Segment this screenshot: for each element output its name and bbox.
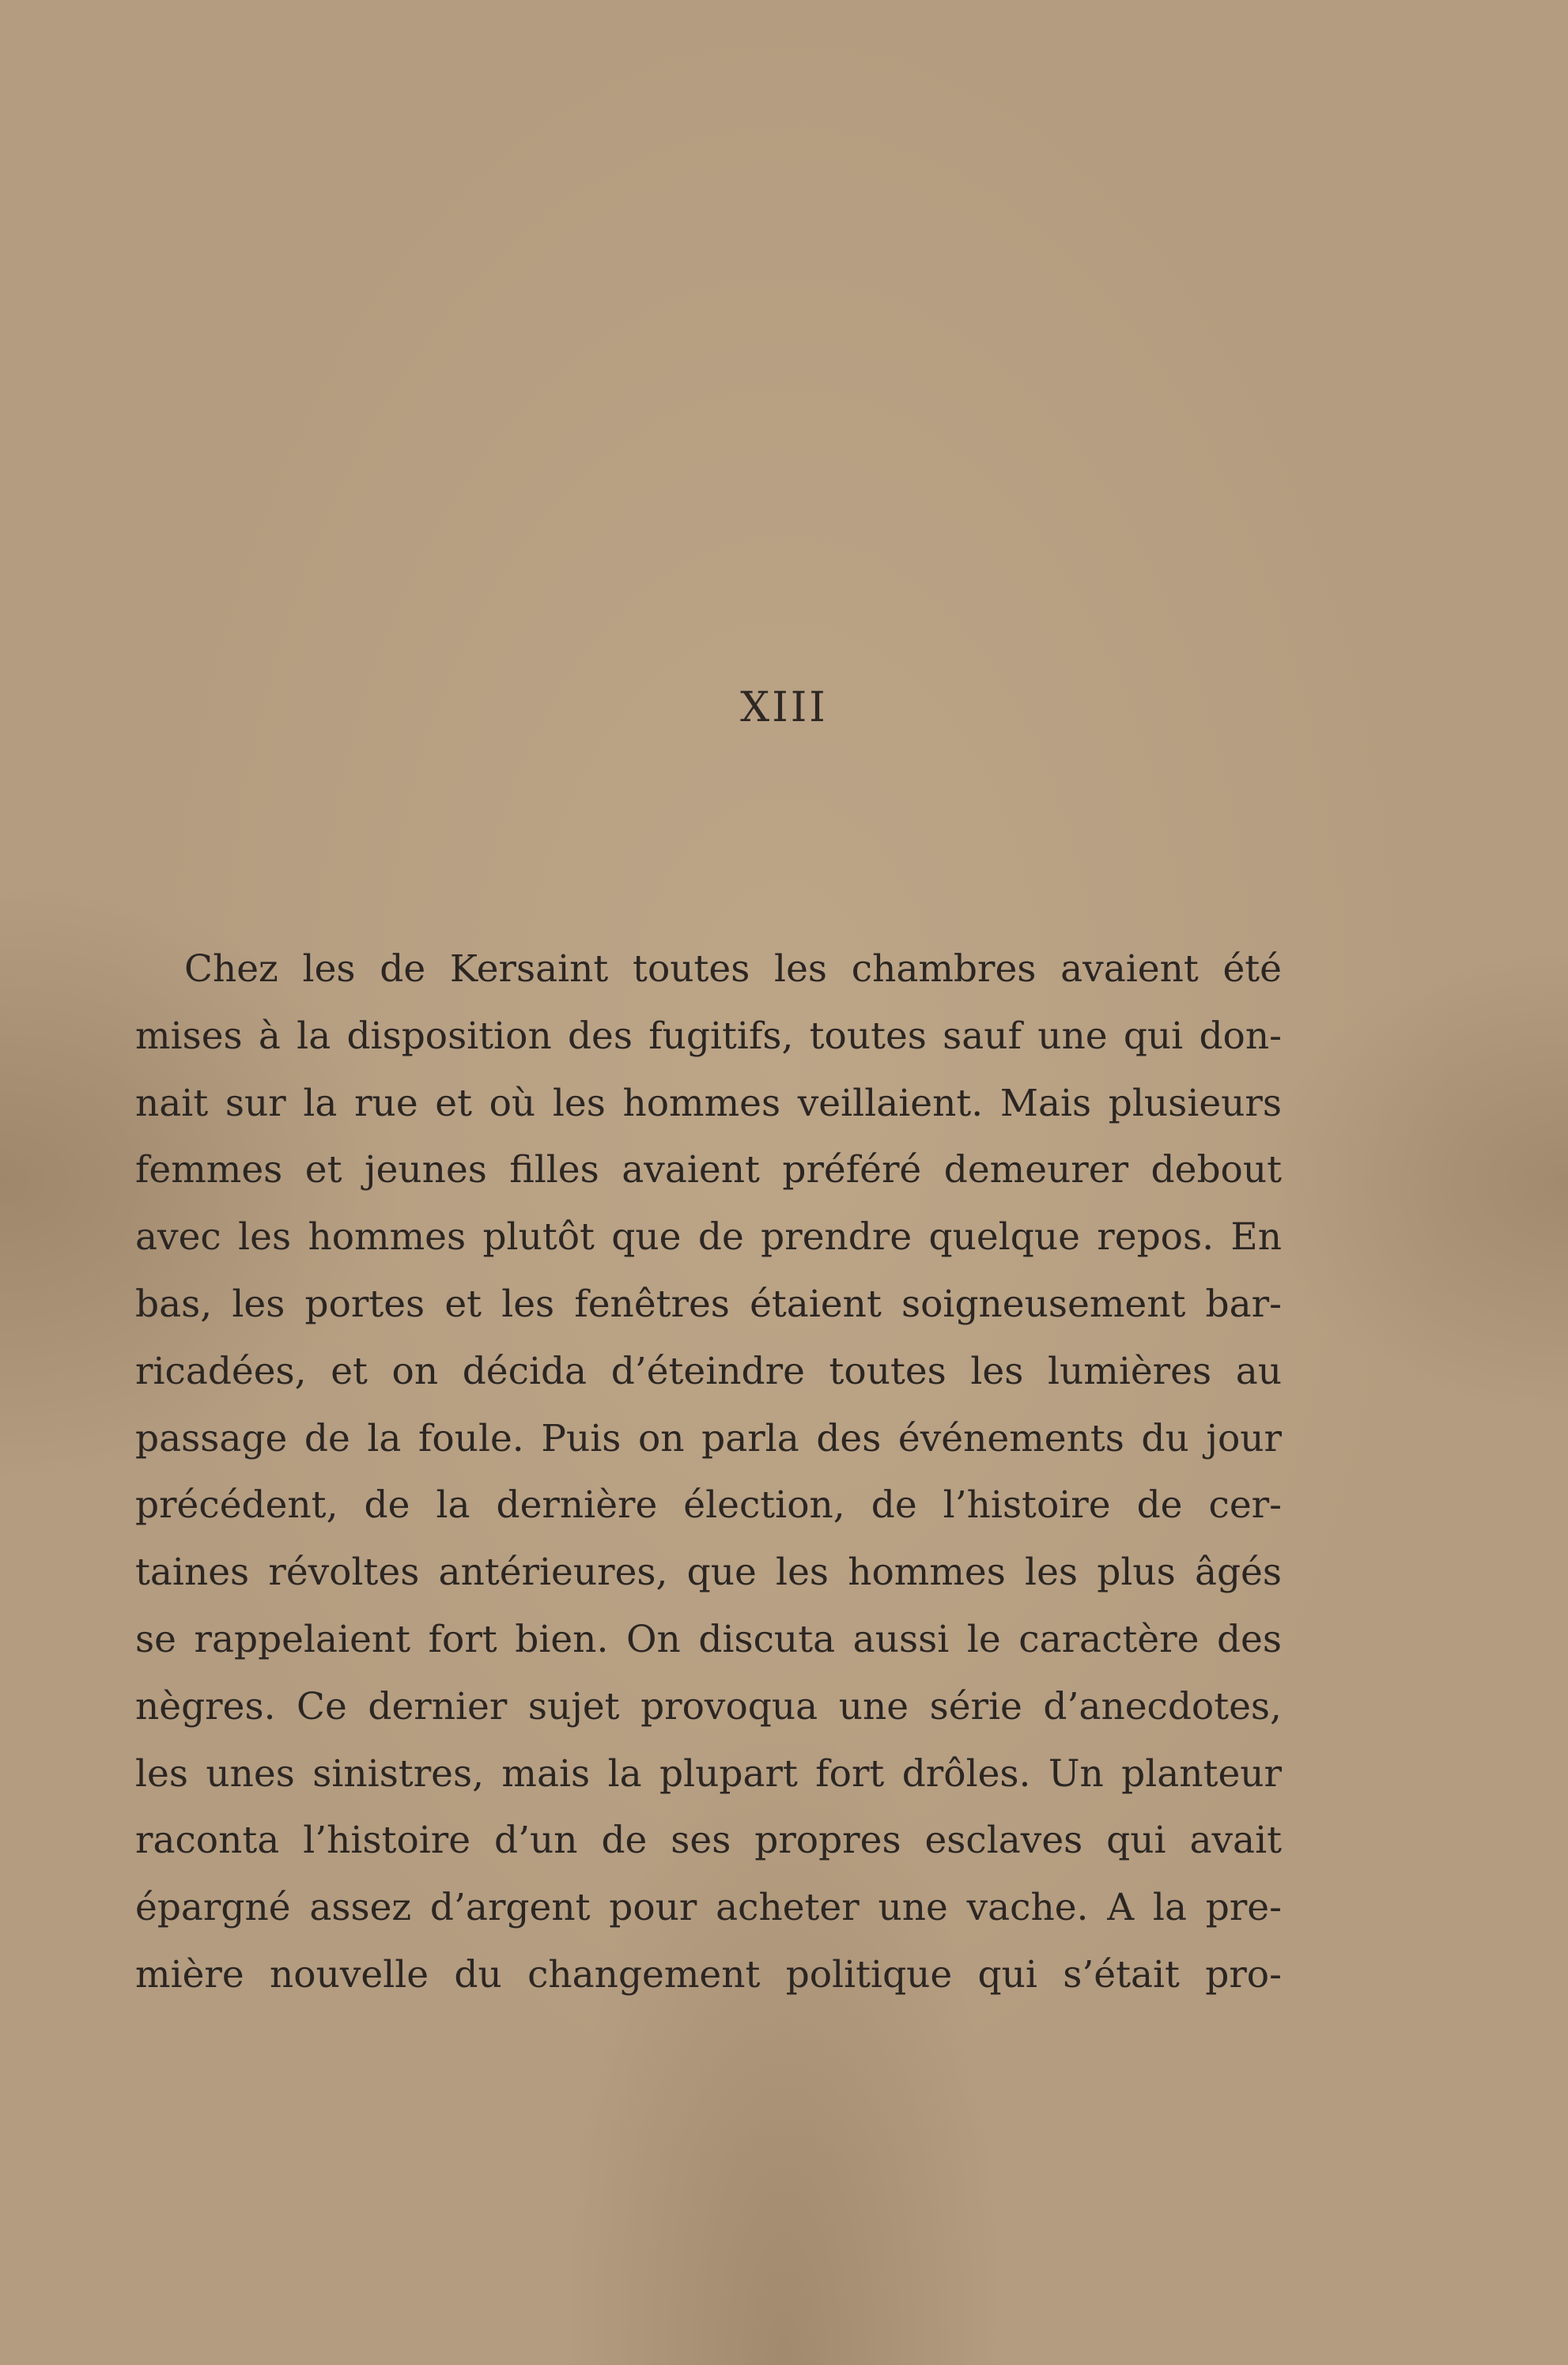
text-line: précédent, de la dernière élection, de l’histoire de cer- [135, 1483, 1282, 1528]
text-line: taines révoltes antérieures, que les hommes les plus âgés [135, 1551, 1282, 1595]
text-line: les unes sinistres, mais la plupart fort drôles. Un planteur [135, 1751, 1282, 1796]
body-text [135, 936, 1282, 2009]
text-line: mière nouvelle du changement politique qui s’était pro- [135, 1952, 1282, 1997]
text-line: Chez les de Kersaint toutes les chambres avaient été [184, 947, 1282, 991]
text-line: nait sur la rue et où les hommes veillaient. Mais plusieurs [135, 1081, 1282, 1125]
text-line: mises à la disposition des fugitifs, toutes sauf une qui don- [135, 1014, 1282, 1058]
text-line: femmes et jeunes filles avaient préféré demeurer debout [135, 1148, 1282, 1192]
chapter-number: XIII [740, 684, 828, 731]
text-line: se rappelaient fort bien. On discuta aussi le caractère des [135, 1617, 1282, 1661]
text-line: avec les hommes plutôt que de prendre quelque repos. En [135, 1215, 1282, 1260]
text-line: ricadées, et on décida d’éteindre toutes les lumières au [135, 1349, 1282, 1393]
text-line: nègres. Ce dernier sujet provoqua une série d’anecdotes, [135, 1684, 1282, 1728]
text-line: épargné assez d’argent pour acheter une vache. A la pre- [135, 1886, 1282, 1930]
text-line: passage de la foule. Puis on parla des événements du jour [135, 1416, 1282, 1460]
text-line: bas, les portes et les fenêtres étaient soigneusement bar- [135, 1282, 1282, 1326]
text-line: raconta l’histoire d’un de ses propres esclaves qui avait [135, 1819, 1282, 1863]
